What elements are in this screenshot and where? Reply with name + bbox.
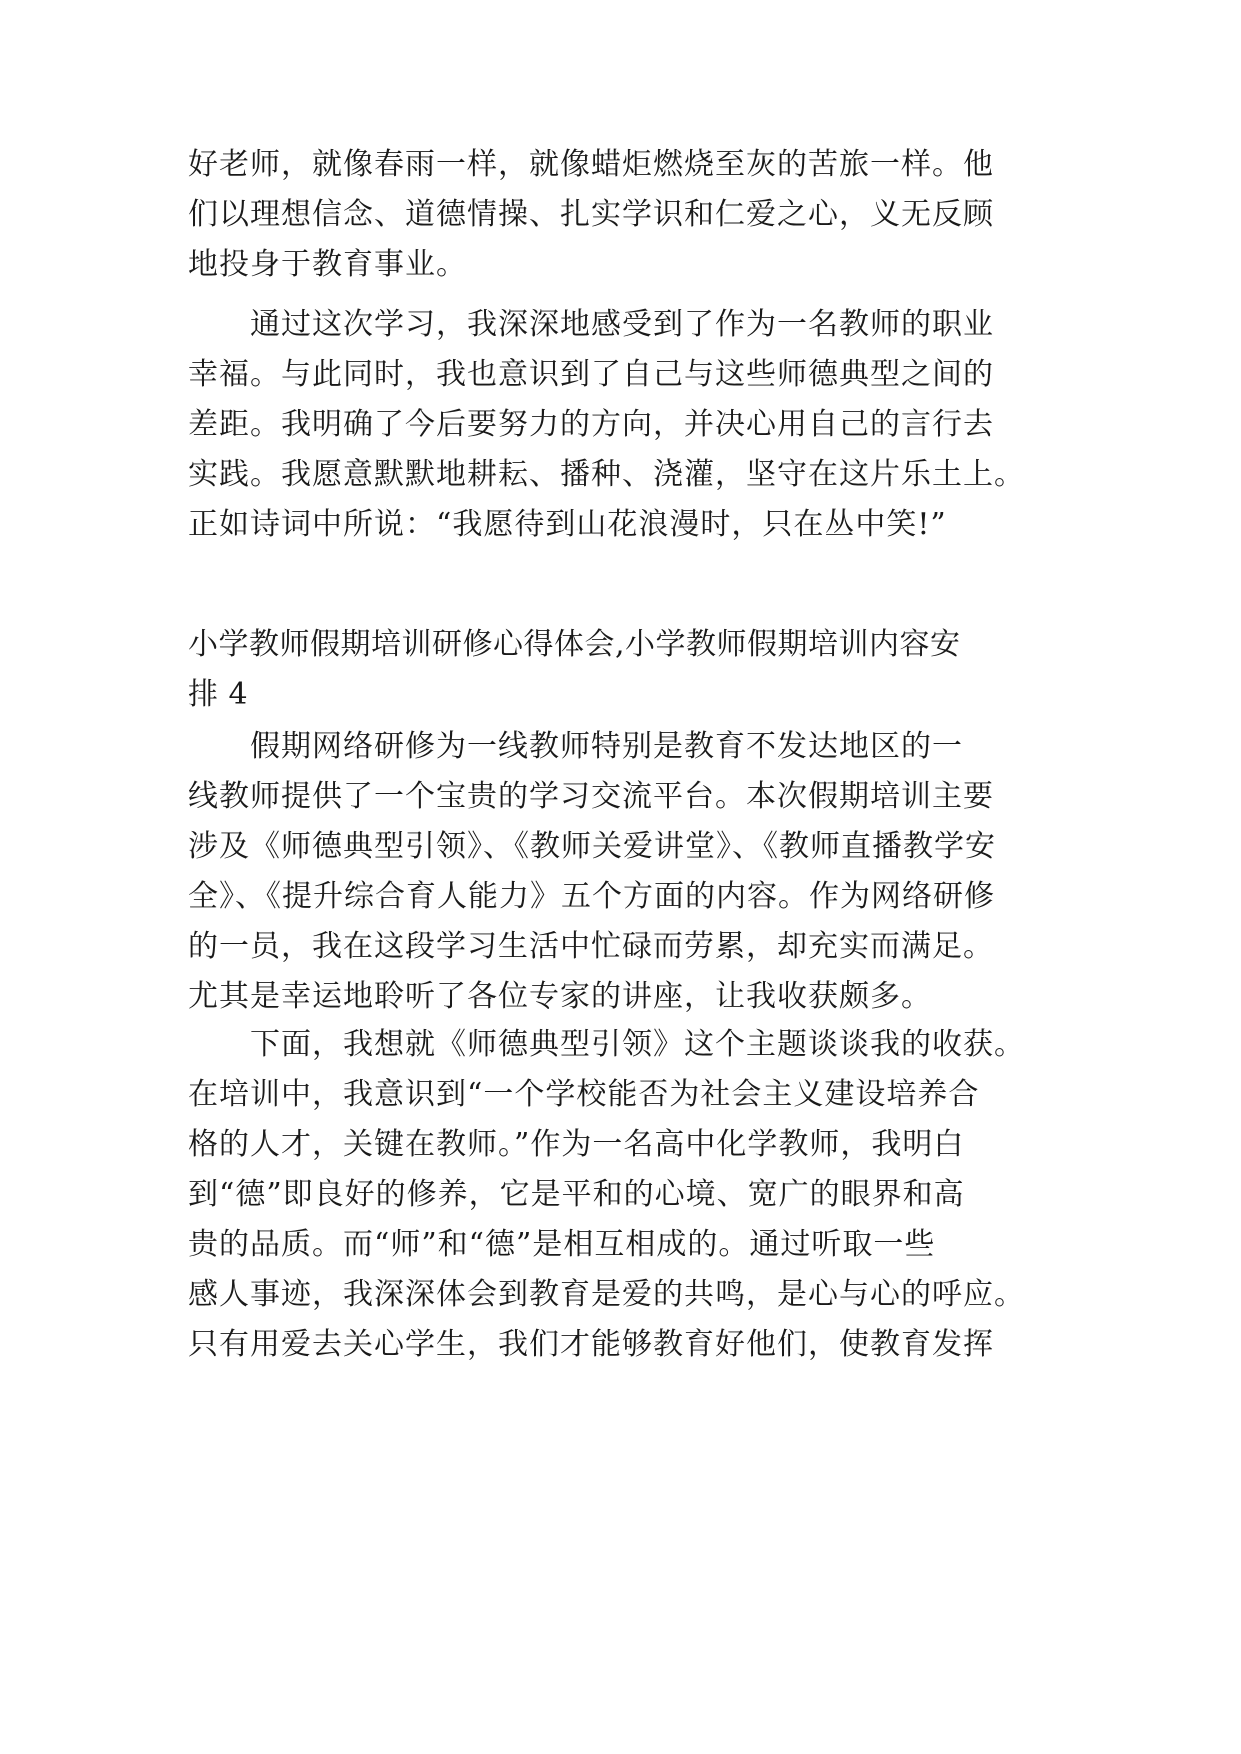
text-line: 在培训中，我意识到“一个学校能否为社会主义建设培养合 — [188, 1077, 980, 1112]
heading-line: 小学教师假期培训研修心得体会,小学教师假期培训内容安 — [188, 627, 961, 662]
text-line: 假期网络研修为一线教师特别是教育不发达地区的一 — [250, 729, 963, 764]
text-line: 差距。我明确了今后要努力的方向，并决心用自己的言行去 — [188, 407, 994, 442]
text-line: 下面，我想就《师德典型引领》这个主题谈谈我的收获。 — [250, 1027, 1025, 1062]
text-line: 通过这次学习，我深深地感受到了作为一名教师的职业 — [250, 307, 994, 342]
paragraph-teacher-metaphor — [188, 140, 1068, 290]
text-line: 们以理想信念、道德情操、扎实学识和仁爱之心，义无反顾 — [188, 197, 994, 232]
text-line: 尤其是幸运地聆听了各位专家的讲座，让我收获颇多。 — [188, 979, 932, 1014]
text-line: 实践。我愿意默默地耕耘、播种、浇灌，坚守在这片乐土上。 — [188, 457, 1025, 492]
text-line: 正如诗词中所说：“我愿待到山花浪漫时，只在丛中笑!” — [188, 507, 947, 542]
text-line: 贵的品质。而“师”和“德”是相互相成的。通过听取一些 — [188, 1227, 936, 1262]
paragraph-learning-reflection — [188, 300, 1068, 550]
text-line: 到“德”即良好的修养，它是平和的心境、宽广的眼界和高 — [188, 1177, 965, 1212]
text-line: 全》、《提升综合育人能力》五个方面的内容。作为网络研修 — [188, 879, 995, 914]
paragraph-online-training — [188, 722, 1068, 1022]
text-line: 只有用爱去关心学生，我们才能够教育好他们，使教育发挥 — [188, 1327, 994, 1362]
text-line: 线教师提供了一个宝贵的学习交流平台。本次假期培训主要 — [188, 779, 994, 814]
text-line: 感人事迹，我深深体会到教育是爱的共鸣，是心与心的呼应。 — [188, 1277, 1025, 1312]
text-line: 好老师，就像春雨一样，就像蜡炬燃烧至灰的苦旅一样。他 — [188, 147, 994, 182]
heading-line: 排 4 — [188, 677, 249, 712]
paragraph-ethics-gains — [188, 1020, 1068, 1370]
text-line: 格的人才，关键在教师。”作为一名高中化学教师，我明白 — [188, 1127, 965, 1162]
text-line: 的一员，我在这段学习生活中忙碌而劳累，却充实而满足。 — [188, 929, 994, 964]
section-heading — [188, 620, 1068, 720]
text-line: 涉及《师德典型引领》、《教师关爱讲堂》、《教师直播教学安 — [188, 829, 996, 864]
text-line: 幸福。与此同时，我也意识到了自己与这些师德典型之间的 — [188, 357, 994, 392]
text-line: 地投身于教育事业。 — [188, 247, 467, 282]
